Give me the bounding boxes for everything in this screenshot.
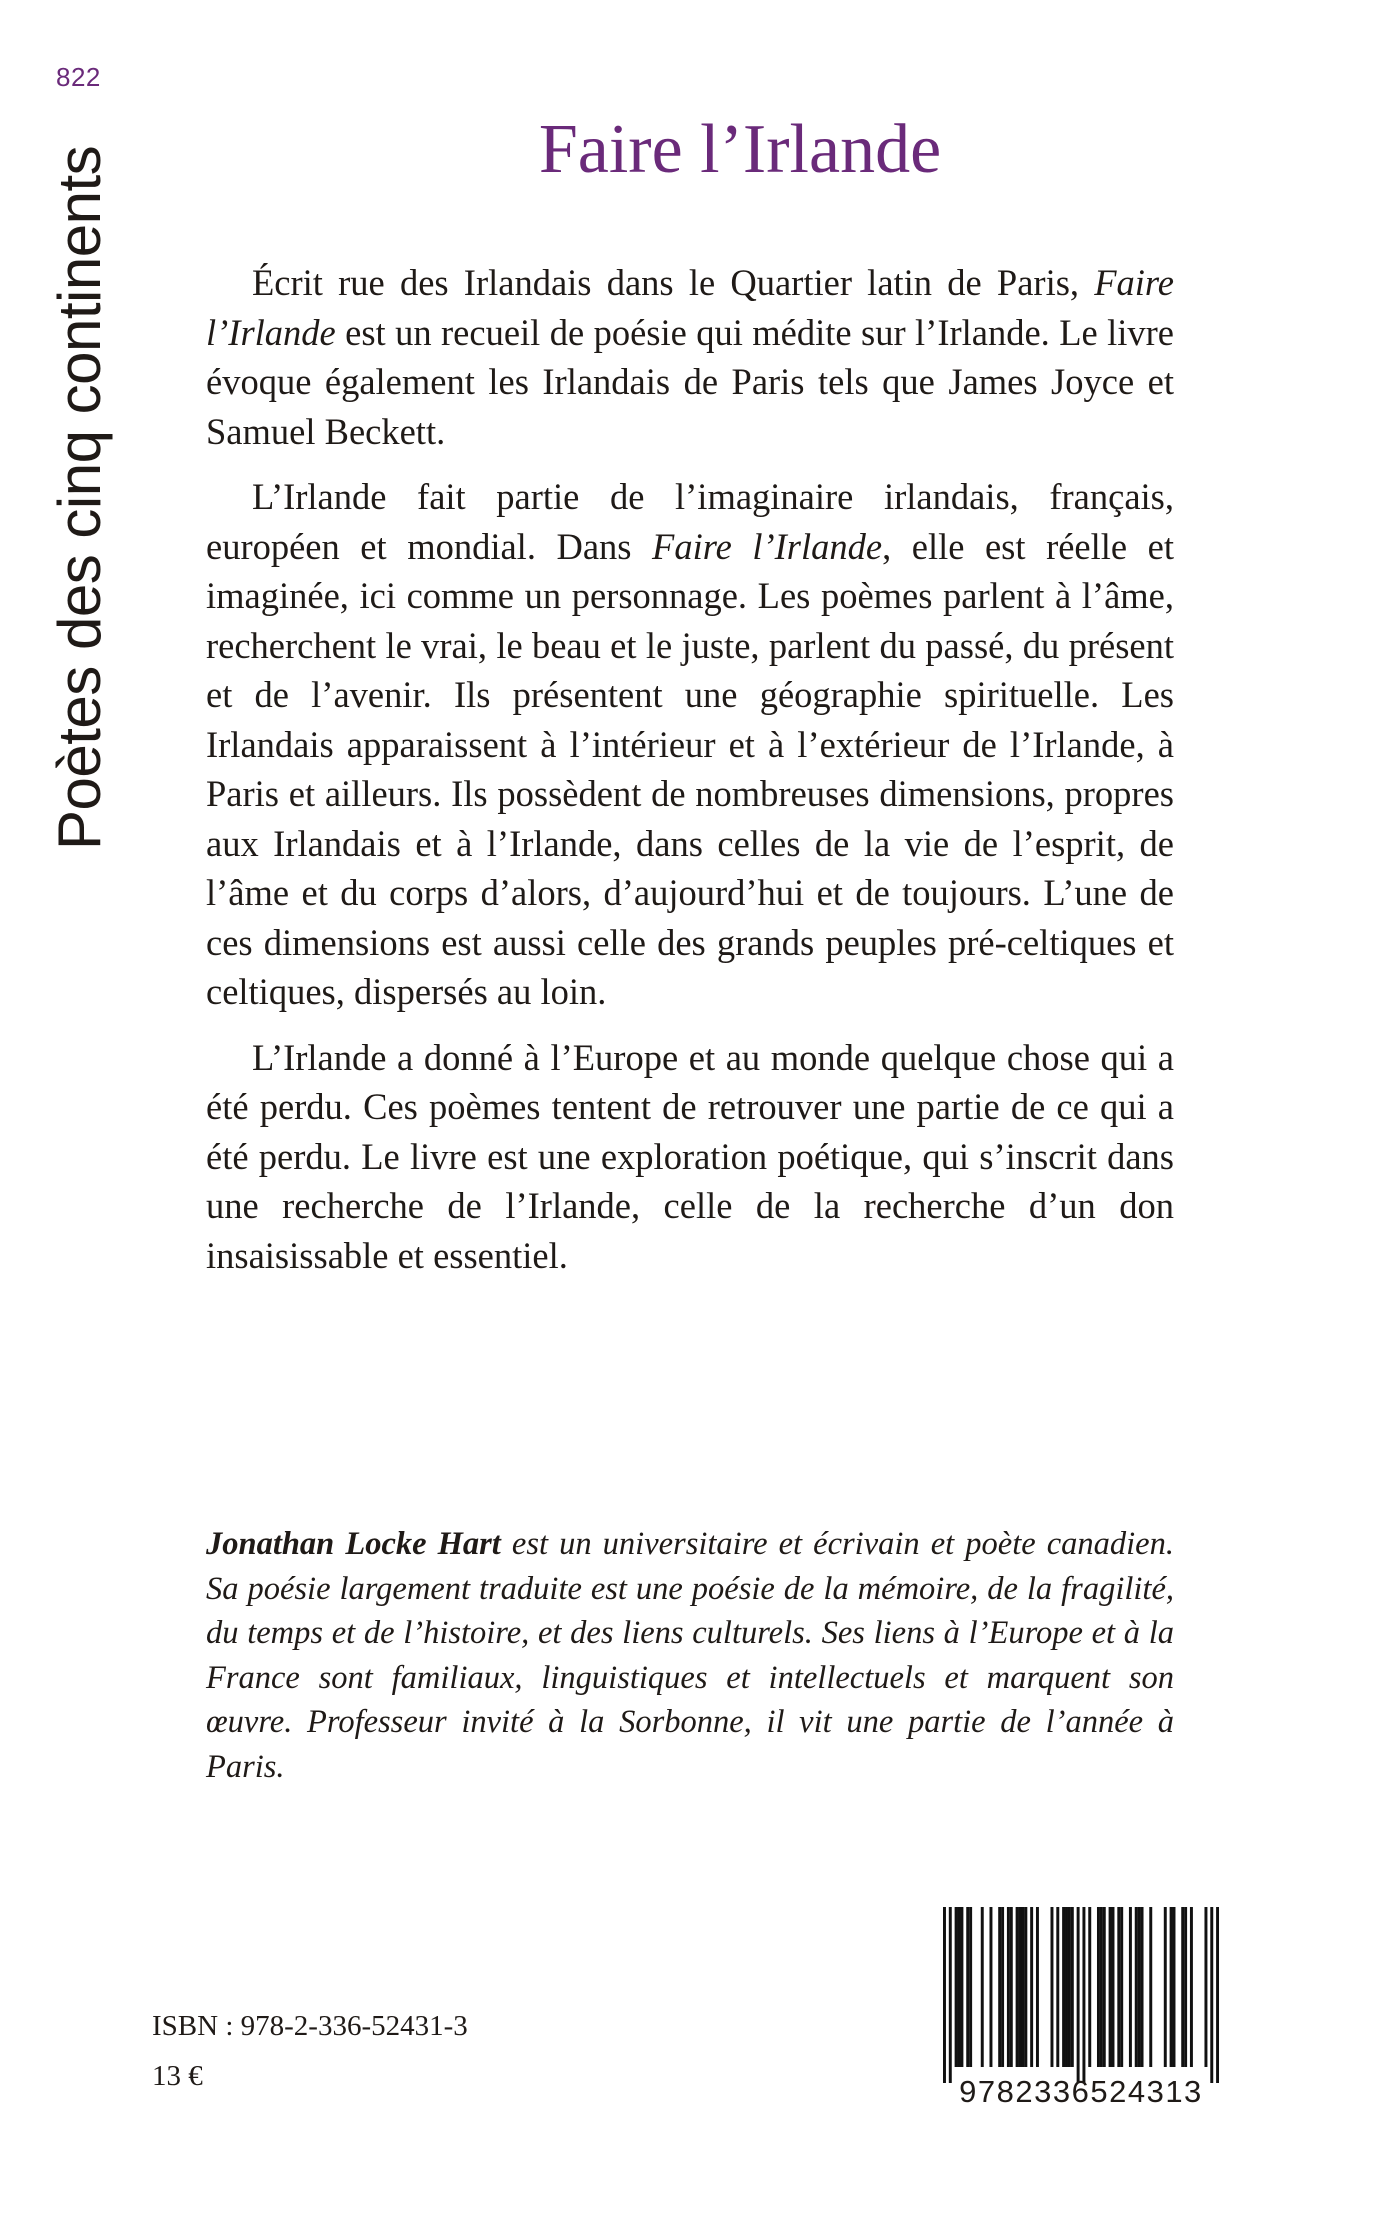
barcode-bar bbox=[1016, 1907, 1019, 2067]
barcode-bar bbox=[1141, 1907, 1144, 2067]
barcode-bar bbox=[1138, 1907, 1141, 2067]
barcode-guard-bar bbox=[1210, 1907, 1213, 2083]
barcode-bar bbox=[1112, 1907, 1115, 2067]
barcode-bar bbox=[1036, 1907, 1039, 2067]
barcode-bar bbox=[1190, 1907, 1193, 2067]
barcode-bar bbox=[998, 1907, 1001, 2067]
barcode-guard-bar bbox=[1216, 1907, 1219, 2083]
back-cover-blurb bbox=[206, 258, 1174, 1296]
blurb-paragraph-2: L’Irlande fait partie de l’imaginaire irlandais, français, européen et mondial. Dans Faire l’Irlande, elle est réelle et imaginée, ici comme un personnage. Les poèmes parlent à l’âme, recherchent le vrai, le beau et le juste, parlent du passé, du présent et de l’avenir. Ils présentent une géographie spirituelle. Les Irlandais apparaissent à l’intérieur et à l’extérieur de l’Irlande, à Paris et ailleurs. Ils possèdent de nombreuses dimensions, propres aux Irlandais et à l’Irlande, dans celles de la vie de l’esprit, de l’âme et du corps d’alors, d’aujourd’hui et de toujours. L’une de ces dimensions est aussi celle des grands peuples pré-celtiques et celtiques, dispersés au loin. bbox=[206, 476, 1174, 1012]
barcode-bar bbox=[1164, 1907, 1167, 2067]
barcode-bar bbox=[1100, 1907, 1103, 2067]
barcode-bar bbox=[958, 1907, 961, 2067]
barcode-bar bbox=[1184, 1907, 1187, 2067]
barcode-bar bbox=[1056, 1907, 1059, 2067]
barcode-bar bbox=[1120, 1907, 1123, 2067]
barcode-bar bbox=[1001, 1907, 1004, 2067]
blurb-title-emphasis: Faire l’Irlande bbox=[206, 262, 1174, 353]
barcode-bar bbox=[989, 1907, 992, 2067]
barcode-bar bbox=[960, 1907, 963, 2067]
barcode-bar bbox=[966, 1907, 969, 2067]
barcode-digits: 9782336524313 bbox=[959, 2074, 1203, 2109]
blurb-paragraph-1: Écrit rue des Irlandais dans le Quartier latin de Paris, Faire l’Irlande est un recueil de poésie qui médite sur l’Irlande. Le livre évoque également les Irlandais de Paris tels que James Joyce et Samuel Beckett. bbox=[206, 262, 1174, 452]
barcode-bar bbox=[1097, 1907, 1100, 2067]
author-bio-text: est un universitaire et écrivain et poète canadien. Sa poésie largement traduite est une poésie de la mémoire, de la fragilité, du temps et de l’histoire, et des liens culturels. Ses liens à l’Europe et à la France sont familiaux, linguistiques et intellectuels et marquent son œuvre. Professeur invité à la Sorbonne, il vit une partie de l’année à Paris. bbox=[206, 1526, 1174, 1785]
barcode-bar bbox=[969, 1907, 972, 2067]
barcode bbox=[943, 1907, 1219, 2107]
barcode-bar bbox=[1007, 1907, 1010, 2067]
barcode-guard-bar bbox=[943, 1907, 946, 2083]
author-name: Jonathan Locke Hart bbox=[206, 1526, 501, 1562]
barcode-bar bbox=[955, 1907, 958, 2067]
barcode-bar bbox=[1065, 1907, 1068, 2067]
barcode-bar bbox=[1204, 1907, 1207, 2067]
barcode-bar bbox=[1030, 1907, 1033, 2067]
barcode-bars bbox=[943, 1907, 1219, 2083]
barcode-bar bbox=[1170, 1907, 1173, 2067]
barcode-bar bbox=[1024, 1907, 1027, 2067]
barcode-bar bbox=[1135, 1907, 1138, 2067]
book-title: Faire l’Irlande bbox=[538, 111, 942, 188]
barcode-guard-bar bbox=[1077, 1907, 1080, 2083]
blurb-title-emphasis: Faire l’Irlande bbox=[652, 525, 883, 567]
barcode-bar bbox=[1117, 1907, 1120, 2067]
barcode-bar bbox=[1071, 1907, 1074, 2067]
isbn: ISBN : 978-2-336-52431-3 bbox=[152, 2010, 468, 2042]
barcode-bar bbox=[1109, 1907, 1112, 2067]
series-name: Poètes des cinq continents bbox=[46, 145, 113, 850]
barcode-bar bbox=[1181, 1907, 1184, 2067]
barcode-bar bbox=[1149, 1907, 1152, 2067]
blurb-paragraph-3: L’Irlande a donné à l’Europe et au monde quelque chose qui a été perdu. Ces poèmes tentent de retrouver une partie de ce qui a été perdu. Le livre est une exploration poétique, qui s’inscrit dans une recherche de l’Irlande, celle de la recherche d’un don insaisissable et essentiel. bbox=[206, 1036, 1174, 1276]
barcode-guard-bar bbox=[1082, 1907, 1085, 2083]
barcode-bar bbox=[1050, 1907, 1053, 2067]
barcode-bar bbox=[1088, 1907, 1091, 2067]
author-bio bbox=[206, 1522, 1174, 1789]
series-number: 822 bbox=[56, 62, 101, 92]
barcode-bar bbox=[1019, 1907, 1022, 2067]
barcode-guard-bar bbox=[949, 1907, 952, 2083]
barcode-bar bbox=[1103, 1907, 1106, 2067]
barcode-bar bbox=[1010, 1907, 1013, 2067]
barcode-bar bbox=[1062, 1907, 1065, 2067]
barcode-bar bbox=[1173, 1907, 1176, 2067]
barcode-bar bbox=[1021, 1907, 1024, 2067]
barcode-bar bbox=[1129, 1907, 1132, 2067]
price: 13 € bbox=[152, 2060, 203, 2092]
barcode-bar bbox=[981, 1907, 984, 2067]
barcode-bar bbox=[1068, 1907, 1071, 2067]
